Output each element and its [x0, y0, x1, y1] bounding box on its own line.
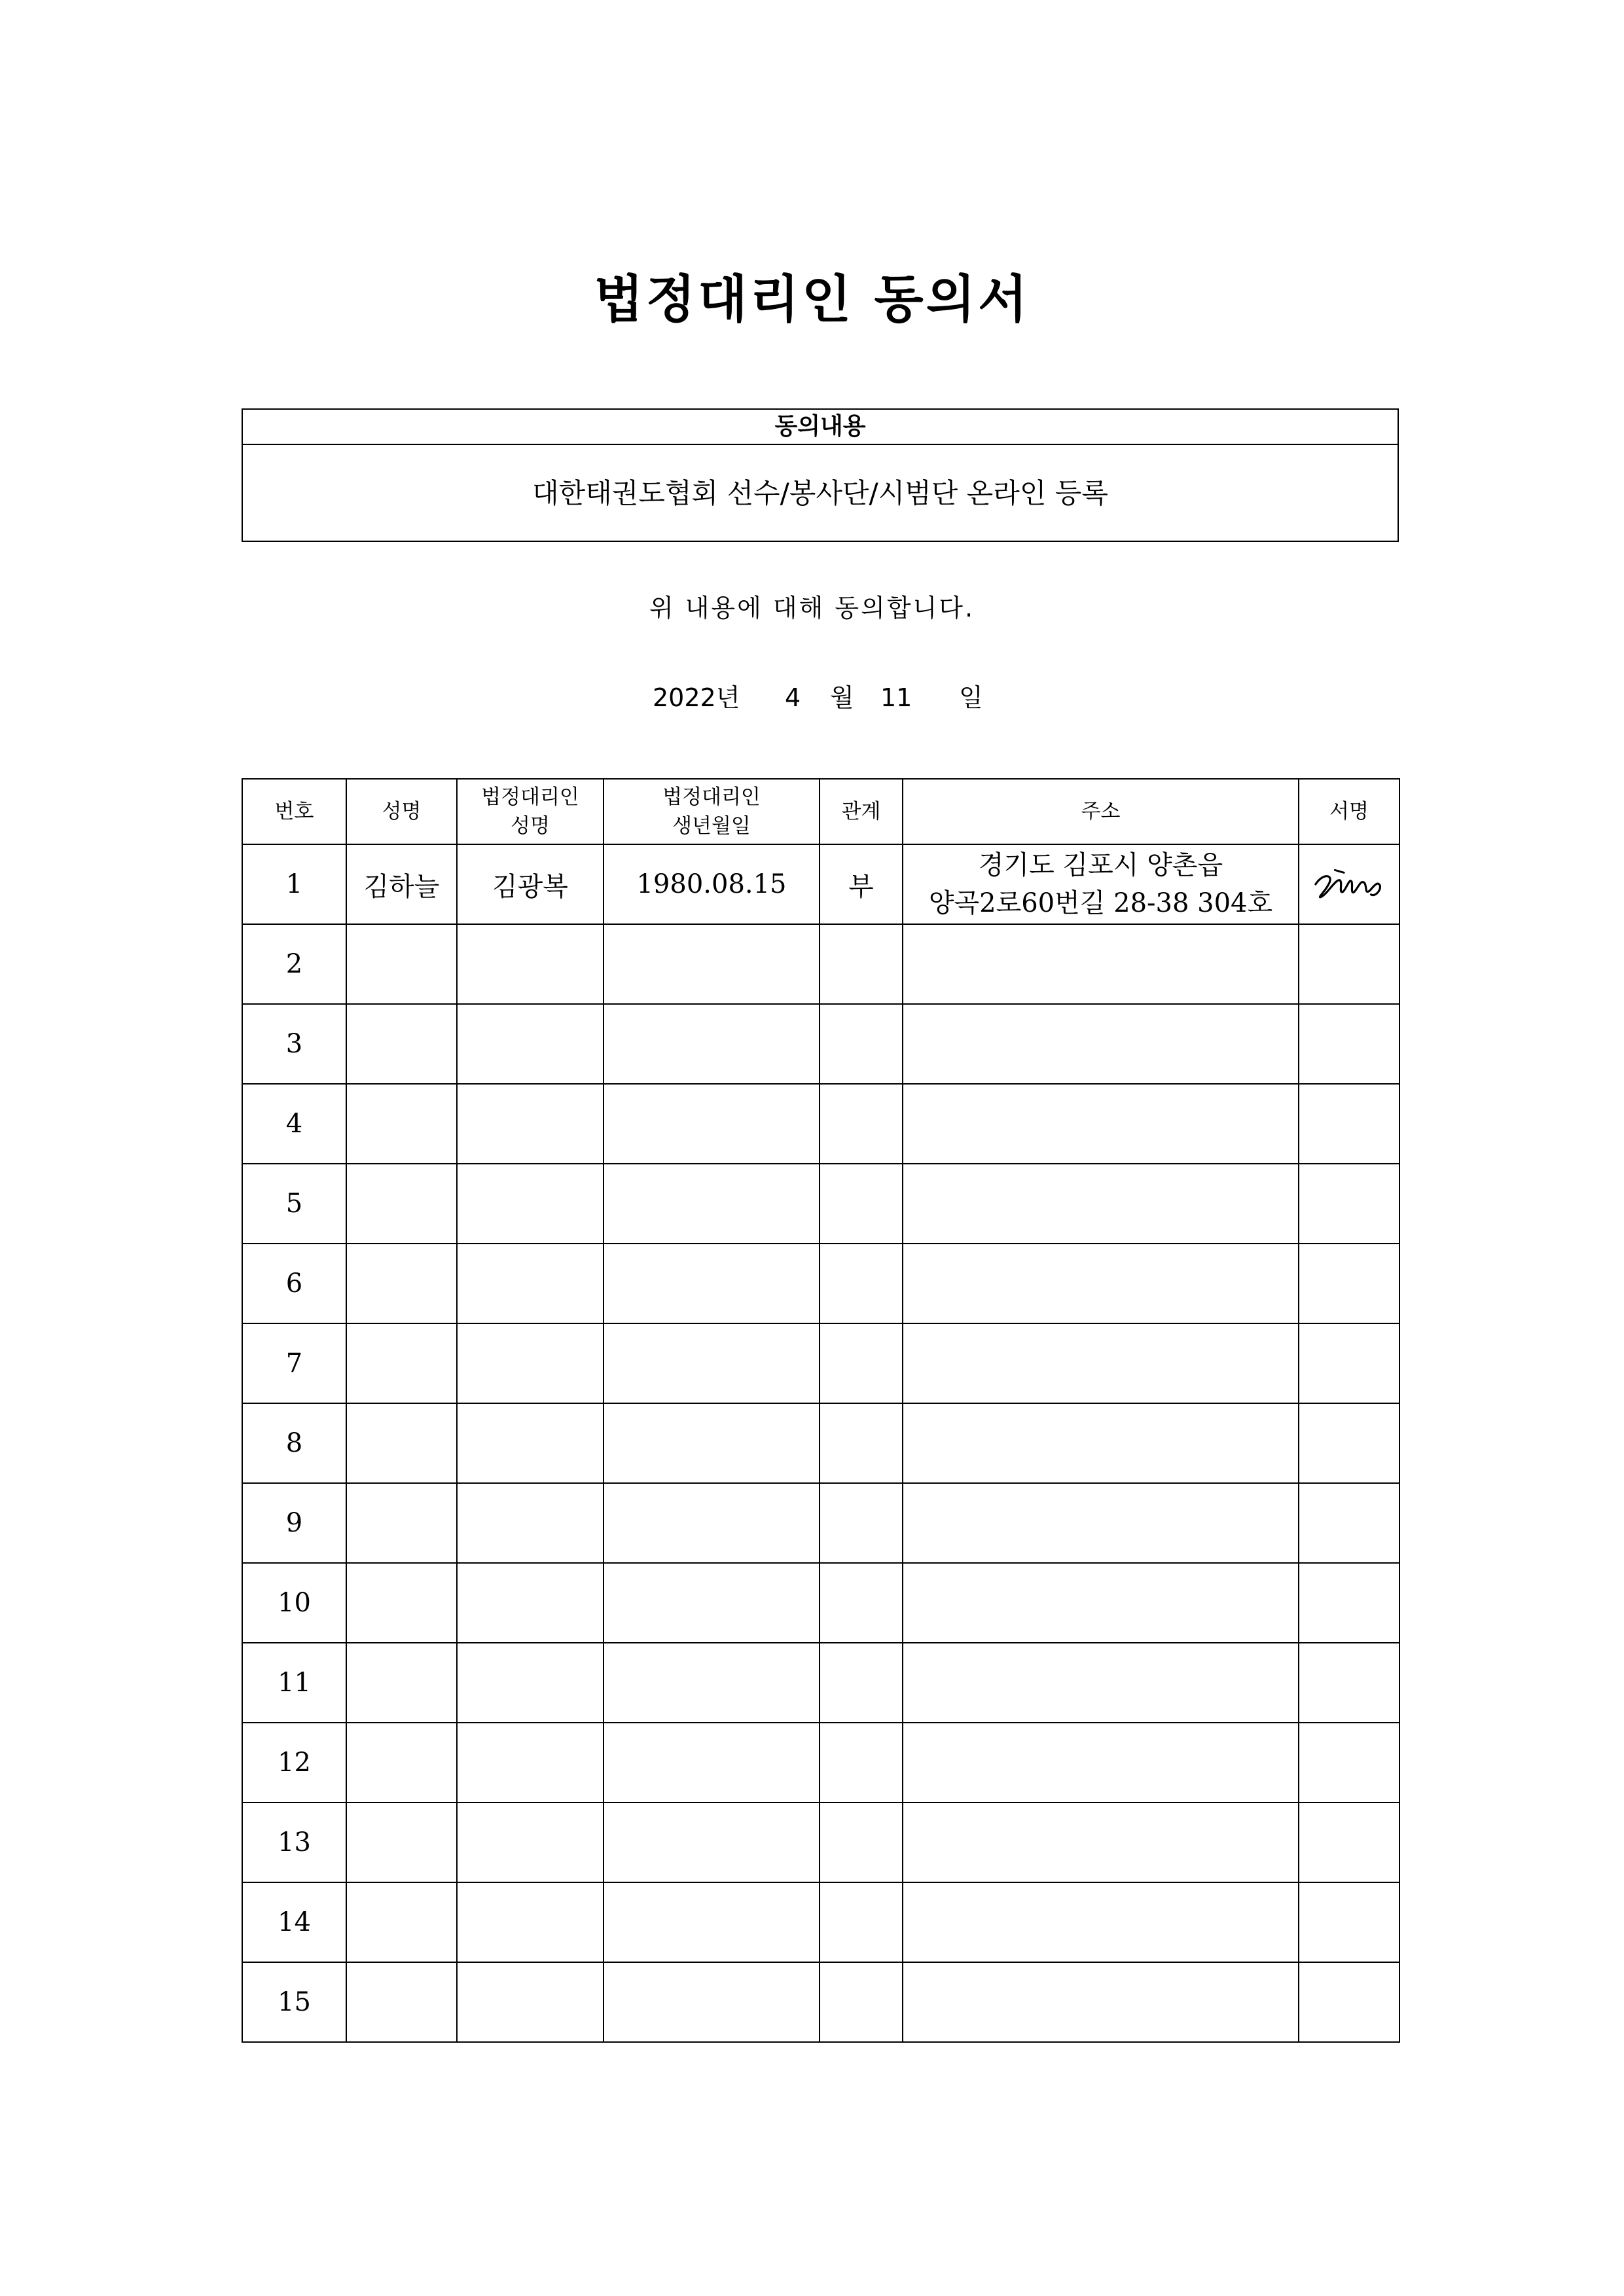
cell-guardian-name	[457, 1643, 604, 1723]
cell-signature	[1299, 1164, 1399, 1244]
cell-guardian-name	[457, 1164, 604, 1244]
cell-signature	[1299, 1323, 1399, 1403]
table-row	[242, 1803, 1399, 1882]
cell-signature	[1299, 1403, 1399, 1483]
cell-guardian-name	[457, 1962, 604, 2042]
date-month: 4	[785, 683, 801, 712]
cell-address	[903, 1004, 1299, 1084]
cell-guardian-birth	[604, 1962, 820, 2042]
document-title: 법정대리인 동의서	[594, 270, 1030, 329]
cell-relation	[820, 1483, 903, 1563]
header-address: 주소	[903, 779, 1299, 844]
cell-no: 7	[242, 1323, 346, 1403]
table-header-row	[242, 779, 1399, 844]
cell-address	[903, 924, 1299, 1004]
table-row	[242, 844, 1399, 924]
handwritten-signature	[1310, 864, 1388, 905]
table-row	[242, 1962, 1399, 2042]
cell-name	[346, 1803, 457, 1882]
table-row	[242, 1244, 1399, 1323]
table-row	[242, 1483, 1399, 1563]
cell-relation	[820, 1723, 903, 1803]
cell-name	[346, 1723, 457, 1803]
cell-relation	[820, 1803, 903, 1882]
cell-relation	[820, 1084, 903, 1164]
header-guardian-birth	[604, 779, 820, 844]
table-row	[242, 1323, 1399, 1403]
table-row	[242, 1643, 1399, 1723]
cell-name	[346, 1403, 457, 1483]
cell-address	[903, 1084, 1299, 1164]
cell-relation	[820, 1004, 903, 1084]
cell-signature	[1299, 1084, 1399, 1164]
cell-no: 15	[242, 1962, 346, 2042]
date-day-unit: 일	[959, 683, 983, 712]
cell-address	[903, 1882, 1299, 1962]
header-guardian-birth-line1: 법정대리인	[662, 785, 761, 809]
cell-guardian-birth	[604, 1643, 820, 1723]
cell-name	[346, 1004, 457, 1084]
cell-address	[903, 1723, 1299, 1803]
cell-guardian-birth	[604, 1563, 820, 1643]
cell-guardian-birth	[604, 1164, 820, 1244]
cell-signature	[1299, 1882, 1399, 1962]
cell-address	[903, 1962, 1299, 2042]
consent-box	[242, 408, 1399, 542]
cell-name	[346, 1084, 457, 1164]
table-row	[242, 924, 1399, 1004]
cell-relation	[820, 1403, 903, 1483]
header-name: 성명	[346, 779, 457, 844]
cell-guardian-birth	[604, 1084, 820, 1164]
table-row	[242, 1004, 1399, 1084]
address-line1: 경기도 김포시 양촌읍	[978, 850, 1223, 880]
header-guardian-name-line1: 법정대리인	[481, 785, 579, 809]
cell-guardian-birth	[604, 1483, 820, 1563]
cell-signature	[1299, 1244, 1399, 1323]
cell-no: 3	[242, 1004, 346, 1084]
cell-address	[903, 1483, 1299, 1563]
cell-guardian-name	[457, 1483, 604, 1563]
cell-relation	[820, 924, 903, 1004]
cell-name	[346, 1882, 457, 1962]
table-row	[242, 1164, 1399, 1244]
cell-signature	[1299, 1483, 1399, 1563]
cell-signature	[1299, 1004, 1399, 1084]
cell-no: 13	[242, 1803, 346, 1882]
cell-name: 김하늘	[346, 844, 457, 924]
cell-address	[903, 1323, 1299, 1403]
cell-no: 6	[242, 1244, 346, 1323]
cell-guardian-birth	[604, 1403, 820, 1483]
cell-guardian-name	[457, 924, 604, 1004]
consent-heading: 동의내용	[243, 410, 1398, 445]
cell-address	[903, 1164, 1299, 1244]
cell-relation	[820, 1643, 903, 1723]
cell-no: 12	[242, 1723, 346, 1803]
cell-guardian-name	[457, 1004, 604, 1084]
cell-no: 2	[242, 924, 346, 1004]
cell-relation	[820, 1882, 903, 1962]
cell-guardian-birth	[604, 1323, 820, 1403]
cell-no: 9	[242, 1483, 346, 1563]
cell-no: 11	[242, 1643, 346, 1723]
date-year: 2022년	[653, 683, 740, 712]
header-guardian-name-line2: 성명	[511, 814, 550, 838]
cell-guardian-birth	[604, 1803, 820, 1882]
cell-signature	[1299, 844, 1399, 924]
cell-name	[346, 1323, 457, 1403]
cell-name	[346, 1563, 457, 1643]
table-row	[242, 1723, 1399, 1803]
cell-name	[346, 1483, 457, 1563]
cell-name	[346, 1962, 457, 2042]
cell-name	[346, 1244, 457, 1323]
cell-relation	[820, 1323, 903, 1403]
cell-guardian-birth	[604, 1244, 820, 1323]
cell-no: 5	[242, 1164, 346, 1244]
cell-guardian-birth	[604, 924, 820, 1004]
cell-guardian-name: 김광복	[457, 844, 604, 924]
address-line2: 양곡2로60번길 28-38 304호	[928, 888, 1273, 918]
date-day: 11	[880, 683, 912, 712]
cell-guardian-name	[457, 1882, 604, 1962]
cell-name	[346, 1164, 457, 1244]
cell-address	[903, 1563, 1299, 1643]
date-month-unit: 월	[830, 683, 854, 712]
guardian-table	[242, 778, 1400, 2043]
cell-guardian-name	[457, 1323, 604, 1403]
cell-address	[903, 1403, 1299, 1483]
cell-no: 1	[242, 844, 346, 924]
cell-signature	[1299, 1643, 1399, 1723]
cell-relation: 부	[820, 844, 903, 924]
cell-guardian-name	[457, 1723, 604, 1803]
header-no: 번호	[242, 779, 346, 844]
cell-signature	[1299, 1723, 1399, 1803]
cell-guardian-birth	[604, 1004, 820, 1084]
cell-relation	[820, 1164, 903, 1244]
header-guardian-birth-line2: 생년월일	[672, 814, 751, 838]
cell-no: 8	[242, 1403, 346, 1483]
cell-name	[346, 924, 457, 1004]
cell-no: 4	[242, 1084, 346, 1164]
cell-no: 10	[242, 1563, 346, 1643]
consent-content: 대한태권도협회 선수/봉사단/시범단 온라인 등록	[532, 477, 1108, 509]
header-guardian-name	[457, 779, 604, 844]
cell-guardian-name	[457, 1563, 604, 1643]
cell-signature	[1299, 1803, 1399, 1882]
cell-no: 14	[242, 1882, 346, 1962]
cell-guardian-name	[457, 1244, 604, 1323]
table-row	[242, 1403, 1399, 1483]
cell-guardian-name	[457, 1803, 604, 1882]
table-row	[242, 1882, 1399, 1962]
cell-relation	[820, 1563, 903, 1643]
cell-address	[903, 1643, 1299, 1723]
cell-relation	[820, 1962, 903, 2042]
cell-address	[903, 1803, 1299, 1882]
header-signature: 서명	[1299, 779, 1399, 844]
cell-guardian-name	[457, 1084, 604, 1164]
header-relation: 관계	[820, 779, 903, 844]
cell-guardian-birth: 1980.08.15	[604, 844, 820, 924]
cell-guardian-name	[457, 1403, 604, 1483]
table-row	[242, 1563, 1399, 1643]
cell-signature	[1299, 1563, 1399, 1643]
cell-address	[903, 1244, 1299, 1323]
cell-signature	[1299, 924, 1399, 1004]
cell-name	[346, 1643, 457, 1723]
cell-guardian-birth	[604, 1882, 820, 1962]
agreement-statement: 위 내용에 대해 동의합니다.	[649, 594, 975, 622]
cell-address	[903, 844, 1299, 924]
table-row	[242, 1084, 1399, 1164]
cell-relation	[820, 1244, 903, 1323]
cell-guardian-birth	[604, 1723, 820, 1803]
cell-signature	[1299, 1962, 1399, 2042]
